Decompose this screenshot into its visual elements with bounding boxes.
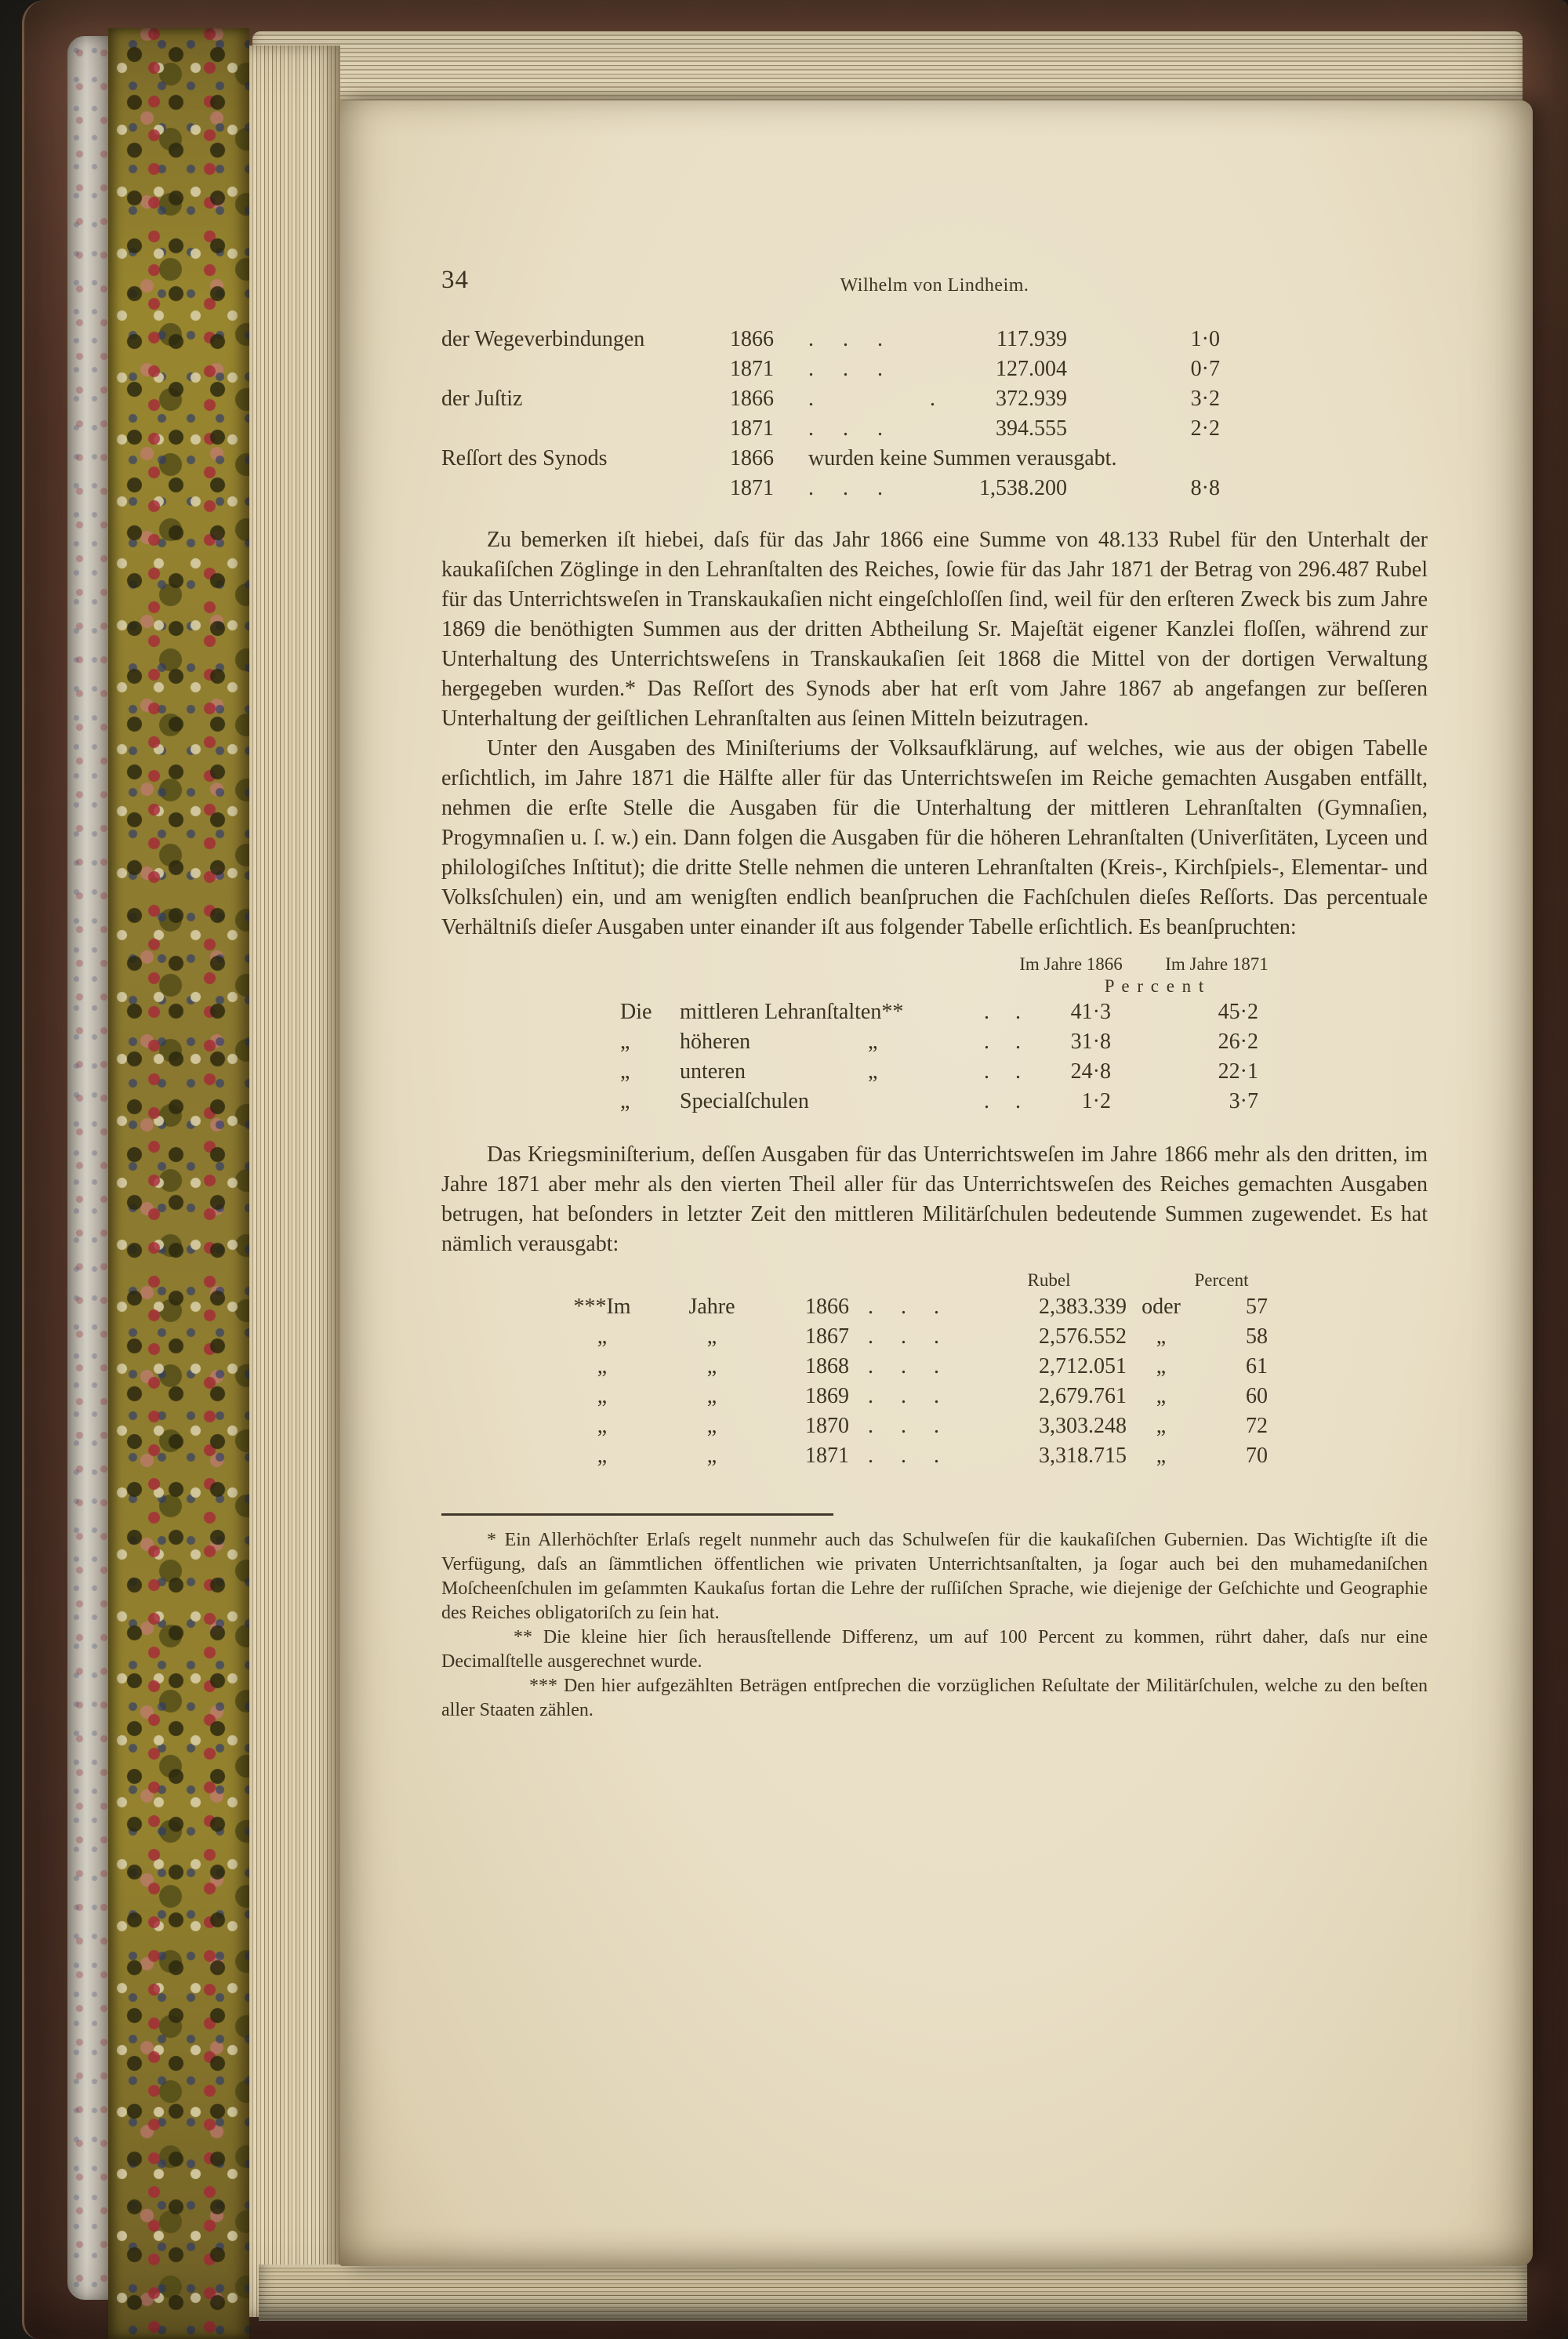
page-content [441,265,1428,1723]
table-row [441,1087,1428,1117]
value-1871: 26·2 [1218,1030,1258,1054]
row-word: „ [706,1324,717,1349]
row-conjunction: „ [1156,1324,1167,1349]
table-row [441,1292,1428,1322]
row-amount: 2,576.552 [1039,1324,1127,1349]
ditto-mark: „ [868,1059,878,1084]
row-year: 1867 [805,1324,849,1349]
table-row [441,414,1428,444]
row-prefix: „ [597,1324,608,1349]
row-percent: 0·7 [1190,357,1220,381]
row-note: wurden keine Summen verausgabt. [808,446,1117,470]
row-year: 1871 [730,416,774,441]
row-label: höheren [680,1030,751,1054]
row-conjunction: oder [1142,1295,1181,1319]
row-prefix: „ [620,1059,630,1084]
row-conjunction: „ [1156,1354,1167,1378]
footnote-2: ** Die kleine hier ſich herausſtellende Differenz, um auf 100 Percent zu kommen, rührt daher, daſs nur eine Decimalſtelle ausgerechnet wurde. [441,1627,1428,1672]
leader-dots: . . . [868,1384,939,1408]
row-label [441,474,730,503]
table-row [441,444,1428,474]
table-row [441,1441,1428,1471]
row-prefix: Die [620,1000,652,1024]
table-row [441,1352,1428,1382]
row-word: Jahre [688,1295,735,1319]
page-number: 34 [441,266,469,294]
column-header-percent: Percent [1194,1270,1249,1290]
leader-dots: . . [808,387,935,411]
row-prefix: „ [620,1089,630,1113]
table-row [441,1411,1428,1441]
running-header: Wilhelm von Lindheim. [840,275,1029,296]
leader-dots: . . [984,1030,1021,1054]
footnote-rule [441,1513,833,1516]
row-amount: 372.939 [996,387,1067,411]
row-year: 1866 [805,1295,849,1319]
row-label: der Wegeverbindungen [441,327,645,351]
row-percent: 61 [1246,1354,1268,1378]
row-label: unteren [680,1059,746,1084]
page-stack-bottom-edge [259,2265,1527,2321]
table-row [441,354,1428,384]
row-word: „ [706,1414,717,1438]
row-amount: 2,712.051 [1039,1354,1127,1378]
row-amount: 3,318.715 [1039,1444,1127,1468]
row-label: Specialſchulen [680,1089,809,1113]
leader-dots: . . . [808,327,883,351]
value-1871: 22·1 [1218,1059,1258,1084]
row-percent: 72 [1246,1414,1268,1438]
row-word: „ [706,1384,717,1408]
footnote-1: * Ein Allerhöchſter Erlaſs regelt nunmehr auch das Schulweſen für die kaukaſiſchen Gubernien. Das Wichtigſte iſt die Verfügung, daſs an ſämmtlichen öffentlichen wie privaten Unterrichtsanſtalten, ja ſogar auch bei den muhamedaniſchen Moſcheenſchulen im geſammten Kaukaſus fortan die Lehre der ruſſiſchen Sprache, wie diejenige der Geſchichte und Geographie des Reiches obligatoriſch zu ſein hat. [441,1530,1428,1623]
leader-dots: . . [984,1059,1021,1084]
row-amount: 394.555 [996,416,1067,441]
table-row [441,474,1428,503]
leader-dots: . . . [868,1444,939,1468]
page-stack-left-edge [249,45,340,2317]
percent-table-subheader: P e r c e n t [1104,976,1206,996]
percent-table-header [1004,953,1428,975]
table-row [441,1382,1428,1411]
leader-dots: . . [984,1089,1021,1113]
percent-table [441,953,1428,1117]
value-1866: 24·8 [1070,1059,1111,1084]
table-row [441,384,1428,414]
ditto-mark [862,1087,984,1117]
row-label: der Juſtiz [441,387,523,411]
row-percent: 58 [1246,1324,1268,1349]
table-row [441,1322,1428,1352]
war-ministry-table [441,1269,1428,1471]
row-conjunction: „ [1156,1414,1167,1438]
leader-dots: . . . [808,357,883,381]
leader-dots: . . . [868,1295,939,1319]
ditto-mark: „ [868,1030,878,1054]
row-percent: 8·8 [1190,476,1220,500]
row-percent: 3·2 [1190,387,1220,411]
ditto-mark [862,997,984,1027]
leader-dots: . . . [868,1354,939,1378]
leader-dots: . . . [808,476,883,500]
row-label: Reſſort des Synods [441,446,608,470]
row-amount: 3,303.248 [1039,1414,1127,1438]
row-amount: 1,538.200 [979,476,1067,500]
row-year: 1870 [805,1414,849,1438]
leader-dots: . . . [808,416,883,441]
page-stack-top-edge [252,31,1523,104]
row-year: 1871 [730,476,774,500]
table-row [441,1027,1428,1057]
row-label: mittleren Lehranſtalten** [680,1000,904,1024]
row-prefix: „ [597,1414,608,1438]
row-word: „ [706,1354,717,1378]
footnote-3: *** Den hier aufgezählten Beträgen entſprechen die vorzüglichen Reſultate der Militärſchulen, welche zu den beſten aller Staaten zählen. [441,1676,1428,1720]
row-percent: 57 [1246,1295,1268,1319]
value-1871: 45·2 [1218,1000,1258,1024]
row-label [441,354,730,384]
expenditure-table [441,325,1428,503]
table-row [441,325,1428,354]
row-year: 1866 [730,327,774,351]
marbled-paper-edge [108,28,249,2339]
row-amount: 2,679.761 [1039,1384,1127,1408]
row-year: 1871 [730,357,774,381]
row-year: 1868 [805,1354,849,1378]
row-conjunction: „ [1156,1444,1167,1468]
row-amount: 2,383.339 [1039,1295,1127,1319]
row-year: 1866 [730,446,774,470]
body-paragraph-2: Unter den Ausgaben des Miniſteriums der Volksaufklärung, auf welches, wie aus der obigen Tabelle erſichtlich, im Jahre 1871 die Hälfte aller für das Unterrichtsweſen im Reiche gemachten Ausgaben entfällt, nehmen die erſte Stelle die Ausgaben für die Unterhaltung der mittleren Lehranſtalten (Gymnaſien, Progymnaſien u. ſ. w.) ein. Dann folgen die Ausgaben für die höheren Lehranſtalten (Univerſitäten, Lyceen und philologiſches Inſtitut); die dritte Stelle nehmen die unteren Lehranſtalten (Kreis-, Kirchſpiels-, Elementar- und Volksſchulen) ein, und am wenigſten endlich beanſpruchen die Fachſchulen dieſes Reſſorts. Das percentuale Verhältniſs dieſer Ausgaben unter einander iſt aus folgender Tabelle erſichtlich. Es beanſpruchten: [441,736,1428,939]
column-header-rubel: Rubel [1027,1270,1071,1290]
row-word: „ [706,1444,717,1468]
row-percent: 1·0 [1190,327,1220,351]
row-prefix: ***Im [573,1295,631,1319]
row-percent: 70 [1246,1444,1268,1468]
book-page [339,100,1533,2266]
row-amount: 127.004 [996,357,1067,381]
row-year: 1871 [805,1444,849,1468]
value-1866: 31·8 [1070,1030,1111,1054]
war-table-header [982,1269,1428,1292]
row-label [441,414,730,444]
row-prefix: „ [597,1444,608,1468]
leader-dots: . . . [868,1324,939,1349]
value-1871: 3·7 [1229,1089,1258,1113]
body-paragraph-3: Das Kriegsminiſterium, deſſen Ausgaben für das Unterrichtsweſen im Jahre 1866 mehr als den dritten, im Jahre 1871 aber mehr als den vierten Theil aller für das Unterrichtsweſen des Reiches gemachten Ausgaben betrugen, hat beſonders in letzter Zeit den mittleren Militärſchulen bedeutende Summen zugewendet. Es hat nämlich verausgabt: [441,1142,1428,1256]
column-header-1871: Im Jahre 1871 [1165,954,1269,974]
row-amount: 117.939 [996,327,1067,351]
row-prefix: „ [597,1384,608,1408]
leader-dots: . . [984,1000,1021,1024]
body-paragraph-1: Zu bemerken iſt hiebei, daſs für das Jahr 1866 eine Summe von 48.133 Rubel für den Unterhalt der kaukaſiſchen Zöglinge in den Lehranſtalten des Reiches, ſowie für das Jahr 1871 der Betrag von 296.487 Rubel für das Unterrichtsweſen in Transkaukaſien nicht eingeſchloſſen ſind, weil für den erſteren Zweck bis zum Jahre 1869 die benöthigten Summen aus der dritten Abtheilung Sr. Majeſtät eigener Kanzlei floſſen, während zur Unterhaltung des Unterrichtsweſens in Transkaukaſien ſeit 1868 die Mittel von der dortigen Verwaltung hergegeben wurden.* Das Reſſort des Synods aber hat erſt vom Jahre 1867 ab angefangen zur beſſeren Unterhaltung der geiſtlichen Lehranſtalten aus ſeinen Mitteln beizutragen. [441,528,1428,731]
row-percent: 2·2 [1190,416,1220,441]
row-year: 1869 [805,1384,849,1408]
row-year: 1866 [730,387,774,411]
row-prefix: „ [597,1354,608,1378]
table-row [441,1057,1428,1087]
row-conjunction: „ [1156,1384,1167,1408]
table-row [441,997,1428,1027]
page-header [441,265,1428,298]
cover-board-edge [67,36,110,2300]
row-prefix: „ [620,1030,630,1054]
column-header-1866: Im Jahre 1866 [1019,954,1123,974]
leader-dots: . . . [868,1414,939,1438]
value-1866: 41·3 [1070,1000,1111,1024]
row-percent: 60 [1246,1384,1268,1408]
value-1866: 1·2 [1081,1089,1111,1113]
